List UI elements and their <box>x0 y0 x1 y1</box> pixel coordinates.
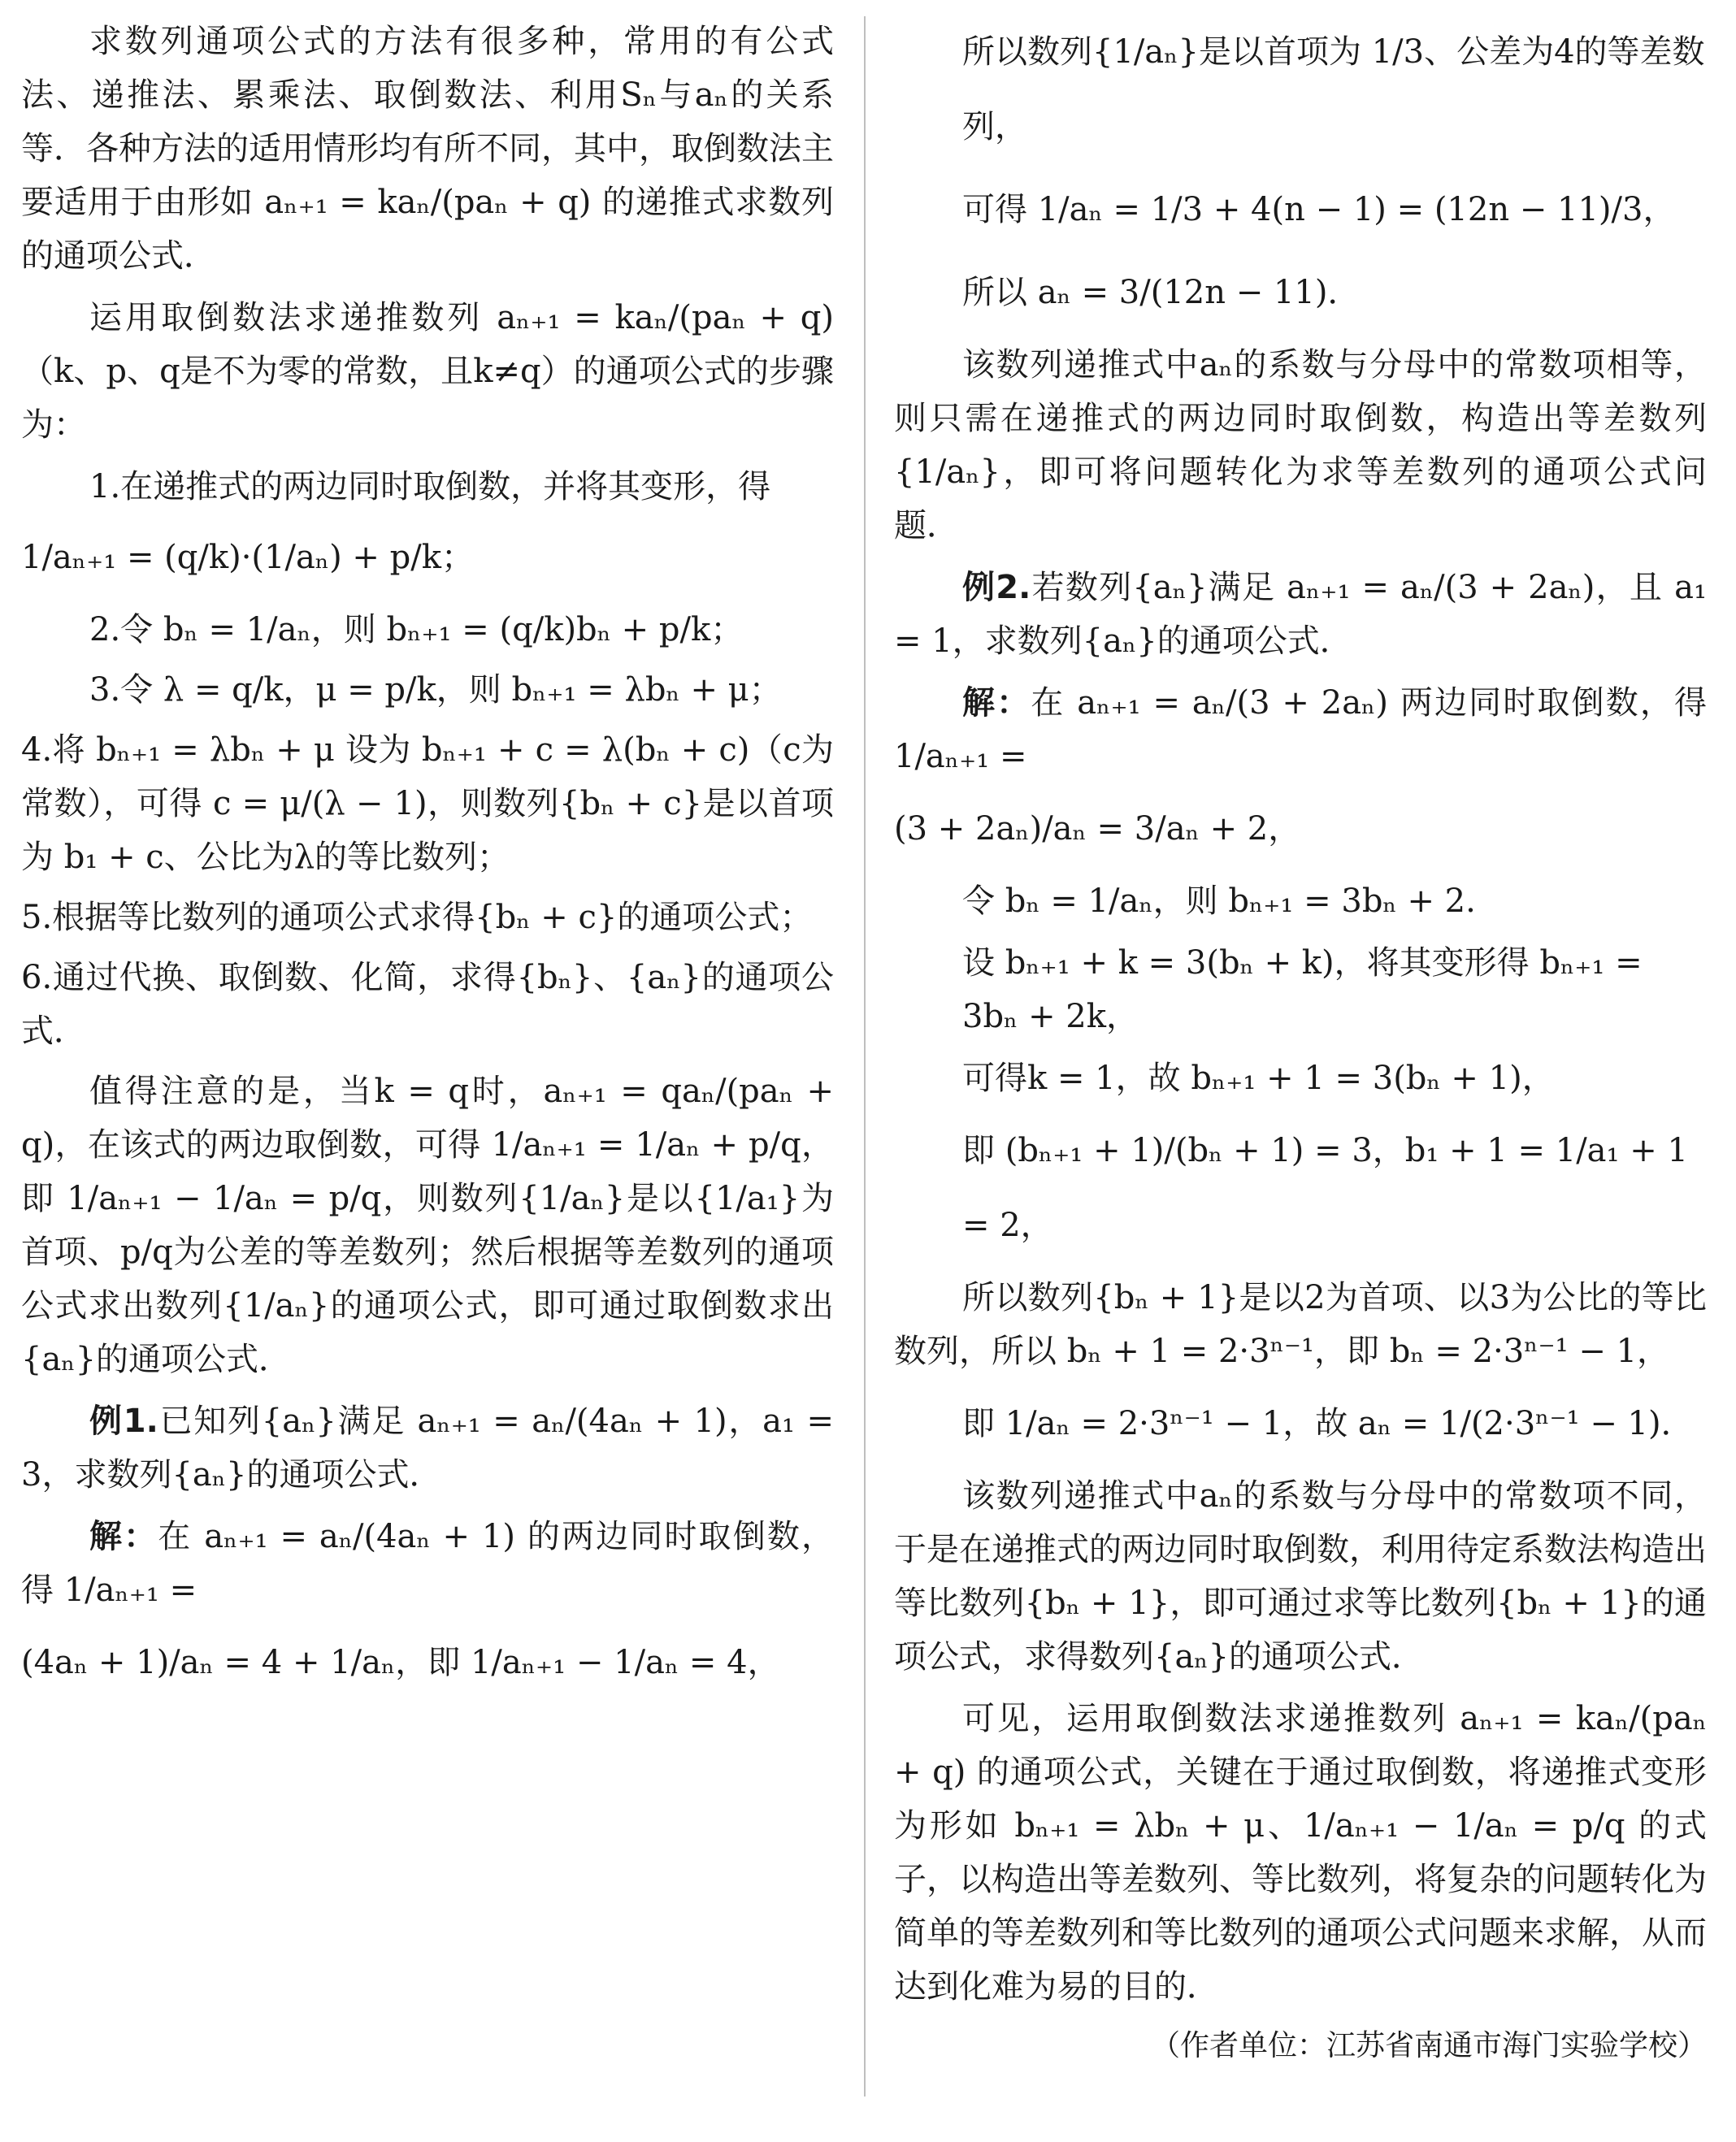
step-5: 5.根据等比数列的通项公式求得{bₙ + c}的通项公式； <box>21 899 813 936</box>
solution-2-line-3: 设 bₙ₊₁ + k = 3(bₙ + k)，将其变形得 bₙ₊₁ = 3bₙ + 2k， <box>962 944 1643 1035</box>
intro-paragraph: 求数列通项公式的方法有很多种，常用的有公式法、递推法、累乘法、取倒数法、利用Sₙ与aₙ的关系等．各种方法的适用情形均有所不同，其中，取倒数法主要适用于由形如 aₙ₊₁ = kaₙ/(paₙ + q) 的递推式求数列的通项公式． <box>21 23 834 275</box>
solution-2 <box>894 676 1707 783</box>
right-column <box>894 15 1707 2098</box>
column-divider <box>864 16 866 2096</box>
solution-2-label: 解： <box>962 684 1031 722</box>
solution-1-line-3: 可得 1/aₙ = 1/3 + 4(n − 1) = (12n − 11)/3， <box>962 191 1676 228</box>
example-2-summary: 该数列递推式中aₙ的系数与分母中的常数项不同，于是在递推式的两边同时取倒数，利用待定系数法构造出等比数列{bₙ + 1}，即可通过求等比数列{bₙ + 1}的通项公式，求得数列{aₙ}的通项公式． <box>894 1477 1707 1676</box>
solution-1-label: 解： <box>89 1518 158 1555</box>
solution-1-line-2: 所以数列{1/aₙ}是以首项为 1/3、公差为4的等差数列， <box>962 33 1705 145</box>
example-1-text: 已知列{aₙ}满足 aₙ₊₁ = aₙ/(4aₙ + 1)，a₁ = 3，求数列{aₙ}的通项公式． <box>21 1403 834 1494</box>
author-affiliation: （作者单位：江苏省南通市海门实验学校） <box>1150 2029 1707 2062</box>
solution-2-text: 在 aₙ₊₁ = aₙ/(3 + 2aₙ) 两边同时取倒数，得 1/aₙ₊₁ = <box>894 684 1708 775</box>
solution-2-line-5: 即 (bₙ₊₁ + 1)/(bₙ + 1) = 3，b₁ + 1 = 1/a₁ + 1 = 2， <box>962 1132 1688 1244</box>
example-2-text: 若数列{aₙ}满足 aₙ₊₁ = aₙ/(3 + 2aₙ)，且 a₁ = 1，求数列{aₙ}的通项公式． <box>894 569 1707 660</box>
left-column <box>21 15 834 1708</box>
step-1: 1.在递推式的两边同时取倒数，并将其变形，得 <box>89 468 771 505</box>
solution-2-line-7: 即 1/aₙ = 2·3ⁿ⁻¹ − 1，故 aₙ = 1/(2·3ⁿ⁻¹ − 1)． <box>962 1405 1694 1442</box>
step-2: 2.令 bₙ = 1/aₙ，则 bₙ₊₁ = (q/k)bₙ + p/k； <box>89 611 744 648</box>
solution-2-line-6: 所以数列{bₙ + 1}是以2为首项、以3为公比的等比数列，所以 bₙ + 1 = 2·3ⁿ⁻¹，即 bₙ = 2·3ⁿ⁻¹ − 1， <box>894 1279 1707 1370</box>
example-1-label: 例1. <box>89 1403 158 1440</box>
note-paragraph: 值得注意的是，当k = q时，aₙ₊₁ = qaₙ/(paₙ + q)，在该式的两边取倒数，可得 1/aₙ₊₁ = 1/aₙ + p/q，即 1/aₙ₊₁ − 1/aₙ = p/q，则数列{1/aₙ}是以{1/a₁}为首项、p/q为公差的等差数列；然后根据等差数列的通项公式求出数列{1/aₙ}的通项公式，即可通过取倒数求出{aₙ}的通项公式． <box>21 1073 834 1378</box>
solution-2-line-4: 可得k = 1，故 bₙ₊₁ + 1 = 3(bₙ + 1)， <box>962 1060 1555 1097</box>
solution-1 <box>21 1510 834 1617</box>
step-4: 4.将 bₙ₊₁ = λbₙ + μ 设为 bₙ₊₁ + c = λ(bₙ + c)（c为常数），可得 c = μ/(λ − 1)，则数列{bₙ + c}是以首项为 b₁ + c、公比为λ的等比数列； <box>21 731 834 876</box>
solution-2-line-1: (3 + 2aₙ)/aₙ = 3/aₙ + 2， <box>894 810 1301 848</box>
example-2-label: 例2. <box>962 569 1031 606</box>
conclusion-paragraph: 可见，运用取倒数法求递推数列 aₙ₊₁ = kaₙ/(paₙ + q) 的通项公式，关键在于通过取倒数，将递推式变形为形如 bₙ₊₁ = λbₙ + μ、1/aₙ₊₁ − 1/aₙ = p/q 的式子，以构造出等差数列、等比数列，将复杂的问题转化为简单的等差数列和等比数列的通项公式问题来求解，从而达到化难为易的目的． <box>894 1700 1707 2005</box>
example-1-summary: 该数列递推式中aₙ的系数与分母中的常数项相等，则只需在递推式的两边同时取倒数，构造出等差数列{1/aₙ}，即可将问题转化为求等差数列的通项公式问题． <box>894 346 1707 544</box>
solution-2-line-2: 令 bₙ = 1/aₙ，则 bₙ₊₁ = 3bₙ + 2. <box>962 882 1476 920</box>
solution-1-text: 在 aₙ₊₁ = aₙ/(4aₙ + 1) 的两边同时取倒数，得 1/aₙ₊₁ = <box>21 1518 835 1609</box>
step-1-equation: 1/aₙ₊₁ = (q/k)·(1/aₙ) + p/k； <box>21 539 474 576</box>
step-6: 6.通过代换、取倒数、化简，求得{bₙ}、{aₙ}的通项公式． <box>21 959 834 1050</box>
step-3: 3.令 λ = q/k，μ = p/k，则 bₙ₊₁ = λbₙ + μ； <box>89 671 782 709</box>
example-1 <box>21 1394 834 1502</box>
solution-1-equation: (4aₙ + 1)/aₙ = 4 + 1/aₙ，即 1/aₙ₊₁ − 1/aₙ = 4， <box>21 1644 780 1681</box>
steps-intro-paragraph: 运用取倒数法求递推数列 aₙ₊₁ = kaₙ/(paₙ + q)（k、p、q是不为零的常数，且k≠q）的通项公式的步骤为： <box>21 299 834 444</box>
solution-1-line-4: 所以 aₙ = 3/(12n − 11)． <box>962 274 1361 311</box>
example-2 <box>894 561 1707 668</box>
